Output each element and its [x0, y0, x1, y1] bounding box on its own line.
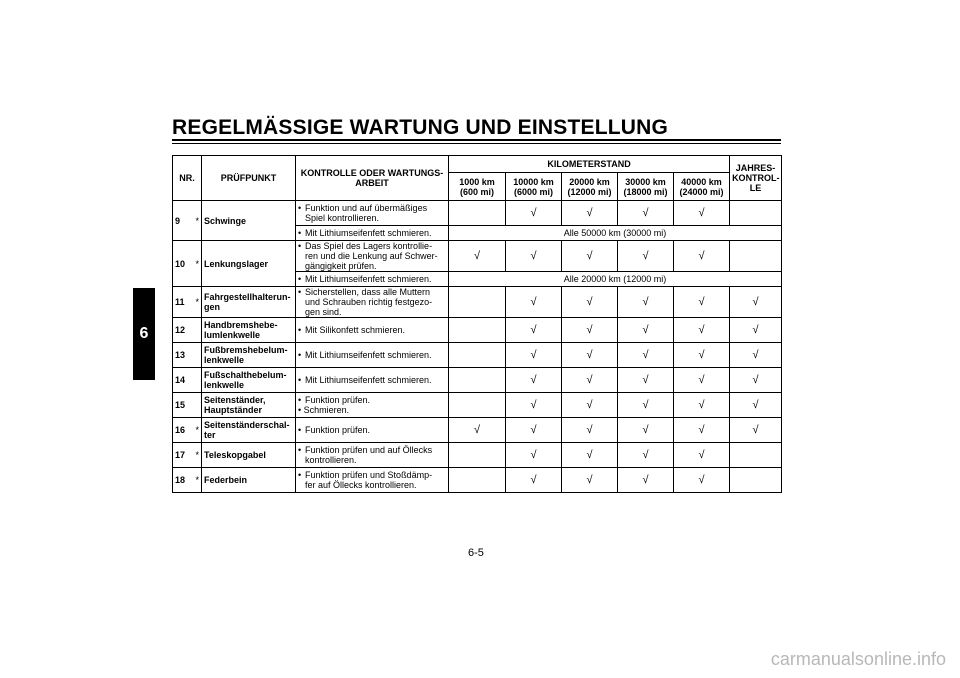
row-item: Fußbremshebelum-lenkwelle	[202, 343, 296, 368]
interval-km: 30000 km	[625, 176, 666, 187]
check-mark: √	[449, 418, 506, 443]
interval-km: 40000 km	[681, 176, 722, 187]
check-mark: √	[674, 343, 730, 368]
empty-cell	[449, 368, 506, 393]
header-annual: JAHRES-KONTROL-LE	[730, 156, 782, 201]
empty-cell	[449, 343, 506, 368]
row-number: 17	[173, 443, 194, 468]
table-row	[173, 468, 782, 493]
check-mark: √	[674, 287, 730, 318]
check-mark: √	[618, 241, 674, 272]
task-line: Sicherstellen, dass alle Muttern	[305, 287, 431, 297]
check-mark: √	[506, 368, 562, 393]
check-mark: √	[674, 318, 730, 343]
row-task	[296, 343, 449, 368]
table-row	[173, 418, 782, 443]
header-interval	[562, 173, 618, 201]
row-item: Fahrgestellhalterun-gen	[202, 287, 296, 318]
task-line: ren und die Lenkung auf Schwer-	[305, 251, 438, 261]
empty-cell	[449, 468, 506, 493]
check-mark: √	[618, 393, 674, 418]
interval-mi: (600 mi)	[459, 186, 494, 197]
header-km: KILOMETERSTAND	[449, 156, 730, 173]
check-mark: √	[506, 318, 562, 343]
check-mark: √	[618, 201, 674, 226]
task-line: Mit Lithiumseifenfett schmieren.	[305, 274, 432, 284]
bullet-icon: •	[298, 287, 302, 297]
bullet-icon: •	[298, 425, 302, 435]
table-row	[173, 241, 782, 272]
bullet-icon: •	[298, 325, 302, 335]
bullet-icon: •	[298, 350, 302, 360]
row-star: *	[194, 201, 202, 241]
task-line: Mit Silikonfett schmieren.	[305, 325, 406, 335]
check-mark: √	[618, 468, 674, 493]
check-mark: √	[506, 393, 562, 418]
row-number: 12	[173, 318, 194, 343]
check-mark: √	[730, 343, 782, 368]
header-item: PRÜFPUNKT	[202, 156, 296, 201]
row-task	[296, 241, 449, 272]
empty-cell	[449, 393, 506, 418]
row-star	[194, 393, 202, 418]
bullet-icon: •	[298, 241, 302, 251]
empty-cell	[449, 287, 506, 318]
empty-cell	[730, 201, 782, 226]
bullet-icon: •	[298, 395, 302, 405]
task-line: fer auf Öllecks kontrollieren.	[305, 480, 417, 490]
check-mark: √	[562, 343, 618, 368]
interval-mi: (24000 mi)	[679, 186, 724, 197]
empty-cell	[730, 241, 782, 272]
check-mark: √	[618, 368, 674, 393]
task-line: Funktion und auf übermäßiges	[305, 203, 428, 213]
row-number: 13	[173, 343, 194, 368]
maintenance-table	[172, 155, 782, 493]
row-star	[194, 368, 202, 393]
header-interval	[674, 173, 730, 201]
check-mark: √	[730, 318, 782, 343]
row-item: Seitenständerschal-ter	[202, 418, 296, 443]
check-mark: √	[562, 318, 618, 343]
page-number: 6-5	[468, 547, 484, 559]
task-line: gängigkeit prüfen.	[305, 261, 377, 271]
check-mark: √	[506, 418, 562, 443]
row-star: *	[194, 468, 202, 493]
check-mark: √	[674, 443, 730, 468]
check-mark: √	[562, 287, 618, 318]
check-mark: √	[618, 318, 674, 343]
row-number: 18	[173, 468, 194, 493]
check-mark: √	[506, 287, 562, 318]
check-mark: √	[506, 443, 562, 468]
interval-km: 10000 km	[513, 176, 554, 187]
interval-km: 1000 km	[459, 176, 495, 187]
interval-km: 20000 km	[569, 176, 610, 187]
check-mark: √	[618, 343, 674, 368]
row-star: *	[194, 418, 202, 443]
bullet-icon: •	[298, 470, 302, 480]
row-item: Handbremshebe-lumlenkwelle	[202, 318, 296, 343]
table-row	[173, 318, 782, 343]
interval-span: Alle 50000 km (30000 mi)	[449, 226, 782, 241]
row-item: Fußschalthebelum-lenkwelle	[202, 368, 296, 393]
row-star	[194, 343, 202, 368]
table-row	[173, 393, 782, 418]
row-task	[296, 393, 449, 418]
table-row	[173, 343, 782, 368]
row-task	[296, 201, 449, 226]
bullet-icon: •	[298, 445, 302, 455]
check-mark: √	[506, 343, 562, 368]
bullet-icon: •	[298, 274, 302, 284]
check-mark: √	[618, 287, 674, 318]
check-mark: √	[674, 468, 730, 493]
page-title: REGELMÄSSIGE WARTUNG UND EINSTELLUNG	[172, 116, 669, 139]
check-mark: √	[562, 368, 618, 393]
row-task	[296, 418, 449, 443]
check-mark: √	[506, 468, 562, 493]
check-mark: √	[562, 468, 618, 493]
task-line: Das Spiel des Lagers kontrollie-	[305, 241, 433, 251]
empty-cell	[730, 468, 782, 493]
task-line: und Schrauben richtig festgezo-	[305, 297, 433, 307]
check-mark: √	[449, 241, 506, 272]
table-row	[173, 287, 782, 318]
interval-span: Alle 20000 km (12000 mi)	[449, 272, 782, 287]
task-line: Spiel kontrollieren.	[305, 213, 380, 223]
check-mark: √	[562, 393, 618, 418]
chapter-tab: 6	[133, 288, 155, 380]
check-mark: √	[730, 287, 782, 318]
bullet-icon: •	[298, 375, 302, 385]
task-line: Mit Lithiumseifenfett schmieren.	[305, 375, 432, 385]
interval-mi: (6000 mi)	[513, 186, 554, 197]
row-task	[296, 318, 449, 343]
row-task	[296, 368, 449, 393]
row-star: *	[194, 287, 202, 318]
bullet-icon: •	[298, 203, 302, 213]
check-mark: √	[674, 368, 730, 393]
check-mark: √	[506, 201, 562, 226]
task-line: Mit Lithiumseifenfett schmieren.	[305, 228, 432, 238]
task-line: gen sind.	[305, 307, 342, 317]
row-task	[296, 272, 449, 287]
row-item: Teleskopgabel	[202, 443, 296, 468]
check-mark: √	[562, 443, 618, 468]
row-task	[296, 443, 449, 468]
task-line: Funktion prüfen und Stoßdämp-	[305, 470, 433, 480]
table-row	[173, 443, 782, 468]
row-star: *	[194, 443, 202, 468]
row-number: 15	[173, 393, 194, 418]
row-number: 16	[173, 418, 194, 443]
row-item: Lenkungslager	[202, 241, 296, 287]
header-interval	[618, 173, 674, 201]
check-mark: √	[618, 418, 674, 443]
title-rule-thin	[172, 143, 781, 144]
check-mark: √	[618, 443, 674, 468]
header-task: KONTROLLE ODER WARTUNGS-ARBEIT	[296, 156, 449, 201]
row-star	[194, 318, 202, 343]
interval-mi: (12000 mi)	[567, 186, 612, 197]
task-line: • Schmieren.	[298, 405, 350, 415]
header-nr: NR.	[173, 156, 202, 201]
check-mark: √	[674, 418, 730, 443]
watermark: carmanualsonline.info	[770, 649, 946, 669]
table-row	[173, 201, 782, 226]
title-rule	[172, 139, 781, 141]
table-row	[173, 368, 782, 393]
empty-cell	[730, 443, 782, 468]
check-mark: √	[730, 418, 782, 443]
task-line: Mit Lithiumseifenfett schmieren.	[305, 350, 432, 360]
check-mark: √	[730, 368, 782, 393]
row-number: 11	[173, 287, 194, 318]
task-line: Funktion prüfen und auf Öllecks	[305, 445, 433, 455]
empty-cell	[449, 318, 506, 343]
interval-mi: (18000 mi)	[623, 186, 668, 197]
empty-cell	[449, 201, 506, 226]
check-mark: √	[562, 241, 618, 272]
empty-cell	[449, 443, 506, 468]
task-line: kontrollieren.	[305, 455, 357, 465]
check-mark: √	[674, 241, 730, 272]
row-task	[296, 468, 449, 493]
row-star: *	[194, 241, 202, 287]
header-interval	[506, 173, 562, 201]
row-item: Seitenständer, Hauptständer	[202, 393, 296, 418]
row-task	[296, 287, 449, 318]
check-mark: √	[562, 418, 618, 443]
check-mark: √	[674, 393, 730, 418]
check-mark: √	[674, 201, 730, 226]
task-line: Funktion prüfen.	[305, 395, 371, 405]
row-number: 10	[173, 241, 194, 287]
header-interval	[449, 173, 506, 201]
check-mark: √	[562, 201, 618, 226]
task-line: Funktion prüfen.	[305, 425, 371, 435]
row-task	[296, 226, 449, 241]
check-mark: √	[730, 393, 782, 418]
row-number: 9	[173, 201, 194, 241]
row-item: Federbein	[202, 468, 296, 493]
check-mark: √	[506, 241, 562, 272]
row-item: Schwinge	[202, 201, 296, 241]
row-number: 14	[173, 368, 194, 393]
bullet-icon: •	[298, 228, 302, 238]
